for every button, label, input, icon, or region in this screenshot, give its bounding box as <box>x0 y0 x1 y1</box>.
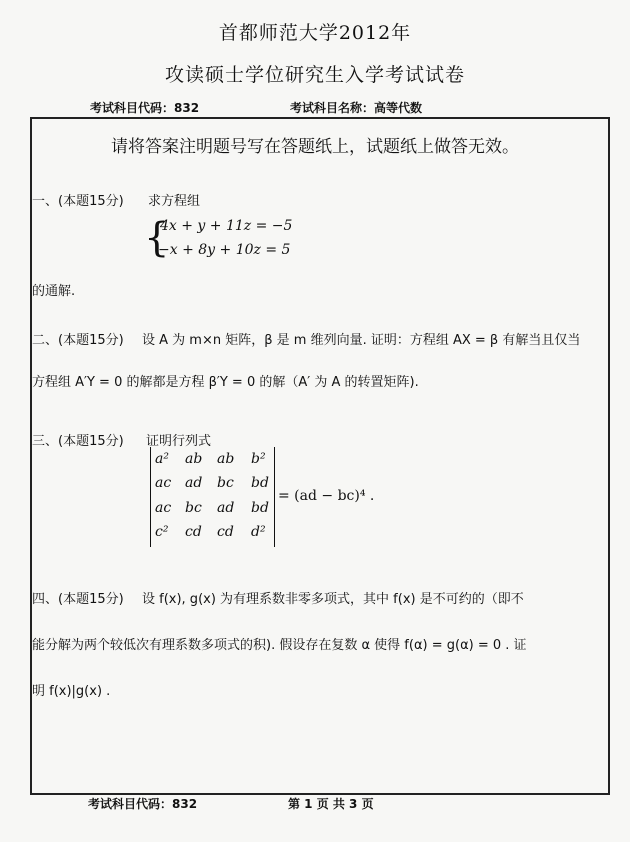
q4-label: 四、(本题15分) <box>32 592 124 607</box>
det-cell: ac <box>155 500 172 516</box>
subject-code: 考试科目代码：832 <box>90 101 200 115</box>
q1-tail: 的通解. <box>32 284 76 299</box>
det-cell: ab <box>185 451 203 467</box>
q1-label: 一、(本题15分) <box>32 194 124 209</box>
det-cell: a² <box>155 451 169 467</box>
det-cell: ad <box>217 500 235 516</box>
q4-line3: 明 f(x)|g(x) . <box>32 684 111 699</box>
det-cell: ad <box>185 475 203 491</box>
exam-title-line1: 首都师范大学2012年 <box>218 22 412 44</box>
det-cell: b² <box>251 451 266 467</box>
det-cell: ac <box>155 475 172 491</box>
q1-brace: { <box>144 215 170 261</box>
q1-prompt: 求方程组 <box>148 194 201 209</box>
q3-prompt: 证明行列式 <box>146 434 212 449</box>
q1-equation-1: 4x + y + 11z = −5 <box>160 218 293 234</box>
det-cell: bc <box>185 500 202 516</box>
q2-line1: 设 A 为 m×n 矩阵，β 是 m 维列向量. 证明：方程组 AX = β 有解当且仅当 <box>142 333 581 348</box>
q3-rhs: = (ad − bc)⁴ . <box>278 488 375 504</box>
footer-page-number: 第 1 页 共 3 页 <box>288 797 374 811</box>
q2-label: 二、(本题15分) <box>32 333 124 348</box>
notice: 请将答案注明题号写在答题纸上，试题纸上做答无效。 <box>111 137 519 157</box>
q4-line1: 设 f(x), g(x) 为有理系数非零多项式，其中 f(x) 是不可约的（即不 <box>142 592 524 607</box>
det-cell: bd <box>251 475 269 491</box>
q2-line2: 方程组 A′Y = 0 的解都是方程 β′Y = 0 的解（A′ 为 A 的转置矩阵). <box>32 375 419 390</box>
q3-label: 三、(本题15分) <box>32 434 124 449</box>
det-cell: bc <box>217 475 234 491</box>
exam-title-line2: 攻读硕士学位研究生入学考试试卷 <box>164 64 465 86</box>
det-cell: d² <box>251 524 266 540</box>
footer-subject-code: 考试科目代码：832 <box>88 797 198 811</box>
det-cell: bd <box>251 500 269 516</box>
q4-line2: 能分解为两个较低次有理系数多项式的积). 假设存在复数 α 使得 f(α) = g(α) = 0 . 证 <box>32 638 527 653</box>
subject-name: 考试科目名称：高等代数 <box>290 101 423 115</box>
q3-determinant <box>150 447 275 547</box>
det-cell: cd <box>185 524 202 540</box>
answer-frame <box>30 117 610 795</box>
det-cell: cd <box>217 524 234 540</box>
det-cell: c² <box>155 524 169 540</box>
det-cell: ab <box>217 451 235 467</box>
q1-equation-2: −x + 8y + 10z = 5 <box>158 242 291 258</box>
